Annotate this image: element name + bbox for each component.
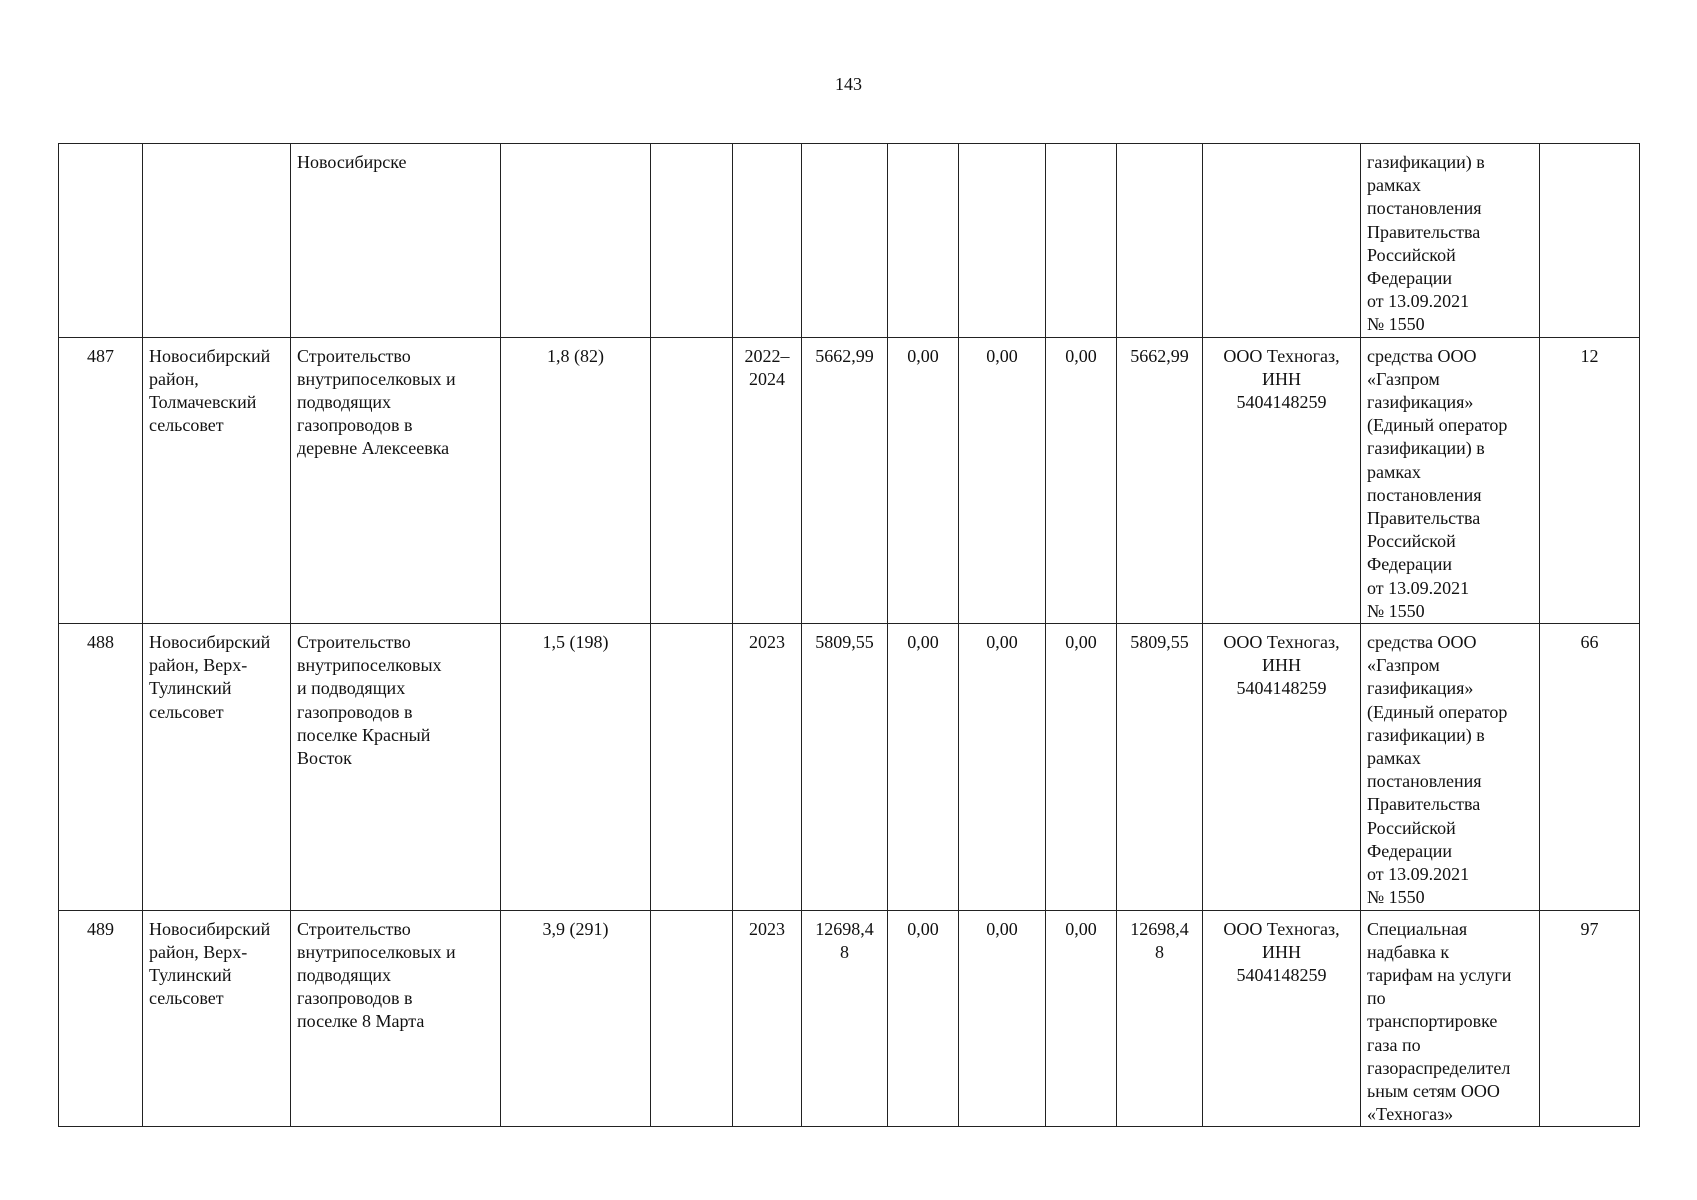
cell-number-text: 487 (87, 345, 114, 366)
cell-funding-source-text: средства ООО «Газпром газификация» (Единый оператор газификации) в рамках постановления Правительства Российской Федерации от 13.09.2021 № 1550 (1367, 632, 1508, 908)
cell-number (59, 144, 143, 338)
cell-object (291, 624, 501, 910)
cell-local (1046, 337, 1117, 623)
cell-total-text: 5809,55 (815, 632, 874, 653)
cell-object-text: Строительство внутрипоселковых и подводящих газопроводов в деревне Алексеевка (297, 345, 456, 459)
cell-extrabudget (1117, 144, 1203, 338)
cell-years (733, 337, 802, 623)
cell-extrabudget-text: 12698,4 8 (1130, 918, 1189, 962)
cell-executor (1203, 337, 1361, 623)
gasification-table (58, 143, 1640, 1127)
cell-count-text: 66 (1580, 632, 1599, 653)
cell-regional-text: 0,00 (986, 918, 1018, 939)
cell-length (501, 910, 651, 1127)
cell-district-text: Новосибирский район, Верх- Тулинский сельсовет (149, 918, 271, 1009)
cell-count (1540, 910, 1640, 1127)
cell-local-text: 0,00 (1065, 918, 1097, 939)
cell-count-text: 97 (1580, 918, 1599, 939)
cell-funding-source-text: газификации) в рамках постановления Правительства Российской Федерации от 13.09.2021 № 1550 (1367, 152, 1485, 335)
cell-district (143, 910, 291, 1127)
cell-executor-text: ООО Техногаз, ИНН 5404148259 (1223, 345, 1340, 413)
cell-extrabudget (1117, 624, 1203, 910)
cell-executor-text: ООО Техногаз, ИНН 5404148259 (1223, 918, 1340, 985)
cell-executor (1203, 910, 1361, 1127)
cell-object-text: Строительство внутрипоселковых и подводящих газопроводов в поселке Красный Восток (297, 632, 442, 769)
cell-extrabudget (1117, 337, 1203, 623)
cell-regional (959, 144, 1046, 338)
cell-object (291, 910, 501, 1127)
cell-years (733, 910, 802, 1127)
cell-number (59, 337, 143, 623)
cell-regional (959, 624, 1046, 910)
cell-blank (651, 910, 733, 1127)
cell-funding-source (1361, 910, 1540, 1127)
cell-executor-text: ООО Техногаз, ИНН 5404148259 (1223, 632, 1340, 699)
cell-total-text: 12698,4 8 (815, 918, 874, 962)
cell-district-text: Новосибирский район, Верх- Тулинский сельсовет (149, 632, 271, 722)
cell-regional (959, 910, 1046, 1127)
cell-length (501, 624, 651, 910)
cell-extrabudget-text: 5662,99 (1130, 345, 1189, 366)
cell-object-text: Новосибирске (297, 152, 407, 172)
cell-total-text: 5662,99 (815, 345, 874, 366)
cell-funding-source (1361, 144, 1540, 338)
cell-district-text: Новосибирский район, Толмачевский сельсовет (149, 345, 271, 436)
cell-object-text: Строительство внутрипоселковых и подводящих газопроводов в поселке 8 Марта (297, 918, 456, 1032)
cell-local (1046, 624, 1117, 910)
cell-total (802, 624, 888, 910)
cell-number (59, 624, 143, 910)
cell-funding-source (1361, 337, 1540, 623)
cell-length (501, 144, 651, 338)
cell-number-text: 488 (87, 632, 114, 653)
cell-blank (651, 337, 733, 623)
cell-local (1046, 144, 1117, 338)
cell-object (291, 144, 501, 338)
table-row (59, 144, 1640, 338)
cell-federal (888, 337, 959, 623)
cell-years (733, 144, 802, 338)
cell-federal-text: 0,00 (907, 345, 939, 366)
cell-years-text: 2023 (749, 632, 785, 653)
cell-federal-text: 0,00 (907, 632, 939, 653)
cell-federal-text: 0,00 (907, 918, 939, 939)
table-row (59, 624, 1640, 910)
cell-number (59, 910, 143, 1127)
page-number: 143 (835, 74, 862, 94)
cell-count (1540, 624, 1640, 910)
cell-local-text: 0,00 (1065, 632, 1097, 653)
cell-length-text: 1,8 (82) (547, 345, 604, 366)
cell-length-text: 3,9 (291) (542, 918, 609, 939)
cell-local (1046, 910, 1117, 1127)
cell-years (733, 624, 802, 910)
cell-district (143, 144, 291, 338)
cell-count (1540, 144, 1640, 338)
cell-local-text: 0,00 (1065, 345, 1097, 366)
cell-funding-source-text: средства ООО «Газпром газификация» (Единый оператор газификации) в рамках постановления Правительства Российской Федерации от 13.09.2021 № 1550 (1367, 345, 1508, 621)
cell-extrabudget (1117, 910, 1203, 1127)
cell-total (802, 910, 888, 1127)
cell-count (1540, 337, 1640, 623)
cell-object (291, 337, 501, 623)
cell-district (143, 624, 291, 910)
cell-federal (888, 910, 959, 1127)
cell-years-text: 2022– 2024 (744, 345, 790, 389)
cell-blank (651, 624, 733, 910)
cell-total (802, 337, 888, 623)
table-row (59, 337, 1640, 623)
cell-regional (959, 337, 1046, 623)
cell-district (143, 337, 291, 623)
cell-regional-text: 0,00 (986, 345, 1018, 366)
cell-length (501, 337, 651, 623)
cell-number-text: 489 (87, 918, 114, 939)
cell-blank (651, 144, 733, 338)
cell-federal (888, 624, 959, 910)
table-row (59, 910, 1640, 1127)
cell-extrabudget-text: 5809,55 (1130, 632, 1189, 653)
cell-funding-source-text: Специальная надбавка к тарифам на услуги по транспортировке газа по газораспределител ьным сетям ООО «Техногаз» (1367, 918, 1512, 1125)
cell-funding-source (1361, 624, 1540, 910)
cell-executor (1203, 144, 1361, 338)
cell-length-text: 1,5 (198) (542, 632, 609, 653)
cell-years-text: 2023 (749, 918, 785, 939)
cell-federal (888, 144, 959, 338)
cell-count-text: 12 (1580, 345, 1599, 366)
cell-regional-text: 0,00 (986, 632, 1018, 653)
cell-executor (1203, 624, 1361, 910)
cell-total (802, 144, 888, 338)
